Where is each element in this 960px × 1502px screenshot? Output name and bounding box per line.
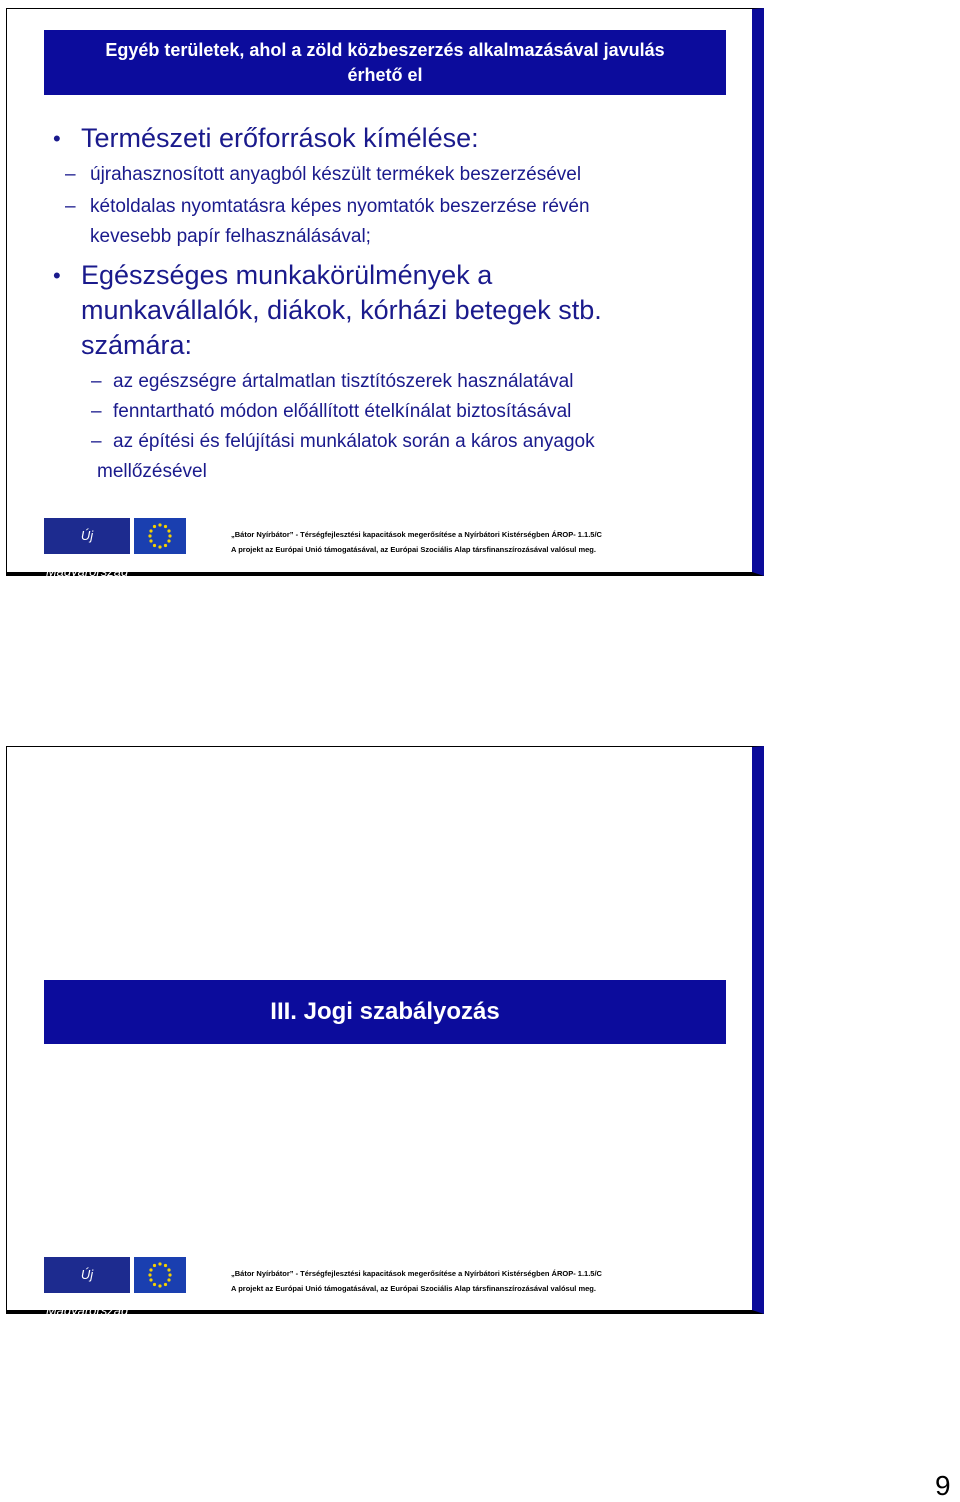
slide-title: III. Jogi szabályozás [44, 980, 726, 1044]
eu-flag-icon [134, 518, 186, 554]
sub-item-continued [51, 457, 741, 487]
slide-title [44, 30, 726, 95]
uj-magyarorszag-logo: Új Magyarország [44, 1257, 130, 1293]
footer-text [231, 1266, 602, 1296]
sub-text: az építési és felújítási munkálatok során a káros anyagok [113, 431, 595, 452]
dash-icon: – [65, 196, 76, 217]
footer-line-2: A projekt az Európai Unió támogatásával, az Európai Szociális Alap társfinanszírozásával valósul meg. [231, 1284, 596, 1293]
bullet-item [51, 121, 741, 156]
footer-text [231, 527, 602, 557]
bullet-text-line-1: Egészséges munkakörülmények a [81, 260, 493, 290]
slide-footer [44, 1257, 744, 1318]
footer-line-1: „Bátor Nyírbátor” - Térségfejlesztési kapacitások megerősítése a Nyírbátori Kistérségben ÁROP- 1.1.5/C [231, 1269, 602, 1278]
footer-line-1: „Bátor Nyírbátor” - Térségfejlesztési kapacitások megerősítése a Nyírbátori Kistérségben ÁROP- 1.1.5/C [231, 530, 602, 539]
bullet-icon: • [53, 263, 61, 288]
title-line-1: Egyéb területek, ahol a zöld közbeszerzés alkalmazásával javulás [105, 40, 665, 60]
bullet-item-continued [51, 293, 741, 328]
slide-footer [44, 518, 744, 579]
dash-icon: – [91, 431, 102, 452]
dash-icon: – [65, 164, 76, 185]
uj-magyarorszag-logo: Új Magyarország [44, 518, 130, 554]
sub-text: kétoldalas nyomtatásra képes nyomtatók beszerzése révén [90, 196, 590, 217]
dash-icon: – [91, 401, 102, 422]
page-number: 9 [935, 1470, 951, 1501]
dash-icon: – [91, 371, 102, 392]
sub-text: mellőzésével [97, 461, 207, 482]
sub-text: újrahasznosított anyagból készült termékek beszerzésével [90, 164, 582, 185]
sub-text: kevesebb papír felhasználásával; [90, 226, 371, 247]
sub-item [51, 160, 741, 190]
slide-content [51, 121, 741, 487]
eu-flag-icon [134, 1257, 186, 1293]
title-line-2: érhető el [347, 65, 423, 85]
slide-1 [6, 8, 764, 579]
sub-item [51, 367, 741, 397]
bullet-item-continued [51, 328, 741, 363]
bullet-text-line-2: munkavállalók, diákok, kórházi betegek stb. [81, 295, 602, 325]
bullet-item [51, 258, 741, 293]
bullet-icon: • [53, 126, 61, 151]
sub-item-continued [51, 222, 741, 252]
footer-line-2: A projekt az Európai Unió támogatásával, az Európai Szociális Alap társfinanszírozásával valósul meg. [231, 545, 596, 554]
sub-item [51, 397, 741, 427]
slide-2 [6, 746, 764, 1318]
bullet-text: Természeti erőforrások kímélése: [81, 123, 479, 153]
sub-text: az egészségre ártalmatlan tisztítószerek használatával [113, 371, 574, 392]
bullet-text-line-3: számára: [81, 330, 193, 360]
sub-item [51, 192, 741, 222]
sub-item [51, 427, 741, 457]
sub-text: fenntartható módon előállított ételkínálat biztosításával [113, 401, 572, 422]
